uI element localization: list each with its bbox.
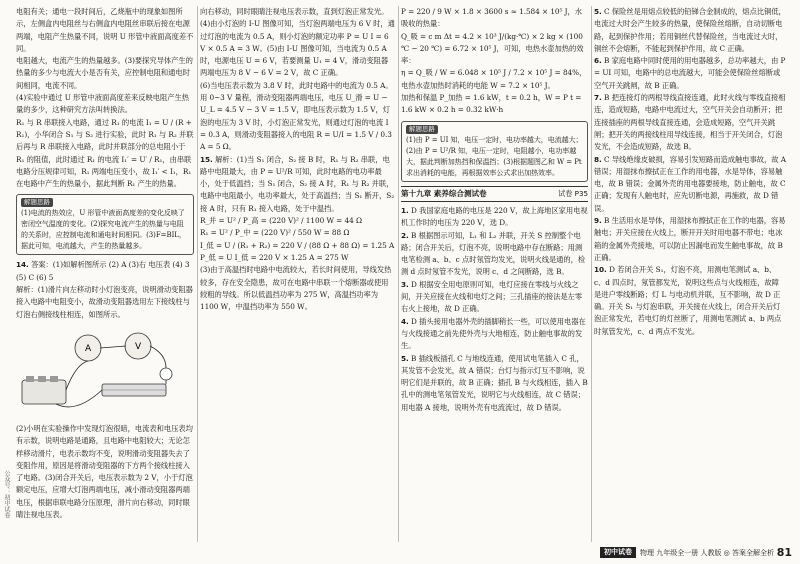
paragraph: 向右移动，同时眼睛注视电压表示数，直到灯泡正常发光。(4)由小灯泡的 I-U 图像可知，当灯泡两端电压为 6 V 时，通过灯泡的电流为 0.5 A，则小灯泡的额定功率 P = U I = 6 V × 0.5 A = 3 W。(5)由 I-U 图像可知，当电流为 0.5 A 时，电源电压 U = 6 V，若要测量 U₁ = 4 V，滑动变阻器两端电压为 8 V − 6 V = 2 V，故 C 正确。 [200,7,395,78]
solution-tip-box [16,194,194,255]
paragraph: R₁ 与 R 串联接入电路，通过 R₁ 的电流 I₁ = U / (R + R₁)，小华闭合 S₁ 与 S₂ 进行实验，此时 R₁ 与 R₂ 并联后再与 R 串联接入电路，此时并联部分的总电阻小于 R₁ 的阻值，此时通过 R₁ 的电流 I₁′ = U′ / R₁，由串联电路分压规律可知，R₁ 两端电压变小，故 I₁′ < I₁，R₁ 在电路中产生的热量小，据此判断 R₁ 产生的热量。 [16,117,194,189]
answer-text: C 导线绝缘皮破损，容易引发短路而造成触电事故，故 A 错误；用湿抹布擦拭正在工作的用电器，水是导体，容易触电，故 B 错误；金属外壳的用电器要接地，防止触电，故 C 正确；发现有人触电时，应先切断电源，再施救，故 D 错误。 [594,154,786,213]
paragraph: 电阻有关；通电一段时间后，乙烧瓶中的现象如图所示，左侧盒内电阻丝与右侧盒内电阻丝串联后接在电源两端，电阻产生热量不同，说明 U 形管中液面高度差不同。 [16,7,194,53]
formula: R₁ = U² / P_中 = (220 V)² / 550 W = 88 Ω [200,228,350,238]
question-15 [200,154,395,215]
question-number: 14. [16,260,29,270]
solution-tip-box [401,121,588,182]
answer-item [594,154,786,215]
paragraph: (4)实验中通过 U 形管中液面高度差来反映电阻产生热量的多少，这种研究方法叫转换法。 [16,93,190,115]
question-14-analysis: 解析：(1)滑片向左移动时小灯泡变亮，说明滑动变阻器接入电路中电阻变小，故滑动变阻器选用左下接线柱与灯泡右侧接线柱相连，如图所示。 [16,285,193,319]
question-number: 2. [401,230,409,240]
column-4 [594,6,786,338]
formula: P = 220 / 9 W × 1.8 × 3600 s ≈ 1.584 × 10⁵ J，水吸收的热量： [401,7,583,29]
tip-title: 解题思路 [21,198,53,207]
svg-text:V: V [134,341,142,352]
answer-text: B 插线板插孔 C 与地线连通，使用试电笔插入 C 孔，其发管不会发光，故 A 错误；台灯与指示灯互不影响，说明它们是并联的，故 B 正确；插孔 B 与火线相连，插入 B 孔中的测电笔氖管发光，说明它与火线相连，故 C 错误；用电器 A 接地，说明外壳有电流流过，故 D 错误。 [401,353,588,412]
question-number: 3. [401,279,409,289]
answer-text: D 我国家庭电路的电压是 220 V，故上海地区家用电视机工作时的电压为 220 V，选 D。 [401,205,588,228]
formula: P_低 = U I_低 = 220 V × 1.25 A = 275 W [200,252,349,262]
answer-text: B 生活用水是导体，用湿抹布擦拭正在工作的电器，容易触电；开关应接在火线上，断开开关时用电器不带电；电冰箱的金属外壳接地，可以防止因漏电而发生触电事故，故 B 正确。 [594,216,786,262]
tip-text: (1)电流的热效应，U 形管中液面高度差的变化反映了密闭空气温度的变化。(2)探究电流产生的热量与电阻的关系时，应控制电流和通电时间相同。(3)F=BIL，据此可知，电流越大，产生的热量越多。 [21,209,186,251]
formula: Q_吸 = c m Δt = 4.2 × 10³ J/(kg·℃) × 2 kg × (100 ℃ − 20 ℃) = 6.72 × 10⁵ J，可知，电热水壶加热的效率： [401,31,584,66]
section-title: 第十九章 素养综合测试卷 [401,188,487,198]
question-14-answer [16,259,194,284]
section-page-ref: 试卷 P35 [558,188,588,198]
analysis-text: 解析：(1)当 S₁ 闭合，S₂ 接 B 时，R₁ 与 R₂ 串联，电路中电阻最大，由 P = U²/R 可知，此时电路的电功率最小，处于低温挡；当 S₁ 闭合，S₂ 接 A 时，R₁ 与 R₂ 并联，电路中电阻最小，电功率最大，处于高温挡；当 S₁ 断开，S₂ 接 A 时，只有 R₁ 接入电路，处于中温挡。 [200,154,395,213]
answer-text: D 根据安全用电原则可知，电灯应接在零线与火线之间，开关应接在火线和电灯之间；三孔插座的接法是左零右火上接地，故 D 正确。 [401,279,583,314]
answer-item [401,230,588,279]
question-number: 15. [200,154,213,164]
answer-item [401,353,588,414]
answer-item [401,316,588,353]
answer-text: 答案：(1)如解析图所示 (2) A (3)右 电压表 (4) 3 (5) C (6) 5 [16,260,190,282]
page-footer [600,545,792,560]
question-14-continued: (2)小明在实验操作中发现灯泡很暗，电流表和电压表均有示数，说明电路是通路，且电路中电阻较大；无论怎样移动滑片，电表示数均不变，说明滑动变阻器失去了变阻作用，原因是将滑动变阻器的下方两个接线柱接入了电路。(3)闭合开关后，电压表示数为 2 V，小于灯泡额定电压，应增大灯泡两端电压，减小滑动变阻器两端电压，根据串联电路分压原理，滑片向右移动，同时眼睛注视电压表。 [16,423,193,520]
column-divider [398,6,399,542]
formula: η = Q_吸 / W = 6.048 × 10⁵ J / 7.2 × 10⁵ J = 84%，电热水壶加热时消耗的电能 W = 7.2 × 10⁵ J。 [401,68,587,90]
paragraph: (3)由于高温挡时电路中电流较大，若长时间使用，导线发热较多，存在安全隐患，故可在电路中串联一个熔断器或使用较粗的导线。所以低温挡功率为 275 W，高温挡功率为 1100 W，中温挡功率为 550 W。 [200,265,392,312]
question-number: 5. [594,7,602,16]
answer-text: B 把连接灯的两根导线直接连通，此时火线与零线直接相连，造成短路，电路中电流过大，空气开关会自动断开；把连接插座的两根导线直接连通，会造成短路，空气开关跳闸；把开关的两接线柱用导线连接，相当于开关闭合，灯泡发光，不会造成短路，故选 B。 [594,93,786,152]
question-number: 8. [594,154,602,164]
paragraph: 电阻越大，电流产生的热量越多。(3)要探究导体产生的热量的多少与电流大小是否有关，应控制电阻和通电时间相同，电流不同。 [16,56,193,90]
column-divider [197,6,198,542]
question-number: 9. [594,216,602,226]
answer-item [594,215,786,264]
page-number: 81 [776,546,792,559]
question-number: 10. [594,265,607,275]
column-1 [16,6,194,521]
answer-text: C 保险丝是用熔点较低的铅锑合金制成的，熔点比铜低，电流过大时会产生较多的热量，使保险丝熔断，自动切断电路，起到保护作用；若用铜丝代替保险丝，当电流过大时，铜丝不会熔断，不能起到保护作用，故 C 正确。 [594,7,786,53]
question-number: 1. [401,205,409,215]
question-number: 7. [594,93,602,103]
question-number: 5. [401,353,409,363]
question-number: 4. [401,316,409,326]
circuit-figure [16,324,194,420]
formula: R_并 = U² / P_高 = (220 V)² / 1100 W = 44 Ω [200,216,362,226]
answer-text: D 若闭合开关 S₁，灯泡不亮，用测电笔测试 a、b、c、d 四点时，氖管都发光，说明这些点与火线相连，故障是进户零线断路；灯 L 与电动机并联，互不影响，故 D 正确。开关 S₁ 与灯泡串联，开关接在火线上，闭合开关后灯泡正常发光，若电灯的灯丝断了，用测电笔测试 a、b 两点时氖管发光，c、d 两点不发光。 [594,265,782,336]
footer-text: 物理 九年级全一册 人教版 ◎ 答案全解全析 [640,548,775,557]
footer-badge: 初中试卷 [600,547,636,558]
column-3 [401,6,588,414]
circuit-diagram-icon [16,324,186,420]
answer-item [594,264,786,338]
section-header [401,186,588,202]
formula: 加热和保温 P_加热 = 1.6 kW，t = 0.2 h，W = P t = 1.6 kW × 0.2 h = 0.32 kW·h [401,93,582,115]
answer-item [401,205,588,230]
answer-item [594,6,786,55]
question-number: 6. [594,56,602,66]
answer-text: B 根据图示可知，L₁ 和 L₂ 并联，开关 S 控制整个电路；闭合开关后，灯泡不亮，说明电路中存在断路；用测电笔检测 a、b、c 点时氖管均发光，说明火线是通的，检测 d 点时氖管不发光，说明 c、d 之间断路，选 B。 [401,230,586,277]
side-watermark: 公众号：初中试卷 [3,470,10,518]
answer-item [594,55,786,92]
column-2 [200,6,395,313]
svg-text:A: A [84,343,92,354]
column-divider [591,6,592,542]
answer-text: B 家庭电路中同时使用的用电器越多，总功率越大，由 P = UI 可知，电路中的总电流越大，可能会使保险丝熔断或空气开关跳闸，故 B 正确。 [594,56,786,90]
answer-item [594,92,786,153]
tip-title: 解题思路 [406,125,438,134]
formula: I_低 = U / (R₁ + R₂) = 220 V / (88 Ω + 88 Ω) = 1.25 A [200,240,395,250]
tip-text: (1)由 P = UI 知，电压一定时，电功率越大，电流越大；(2)由 P = U²/R 知，电压一定时，电阻越小，电功率越大，据此判断加热挡和保温挡；(3)根据题图乙和 W = Pt 求出消耗的电能，再根据效率公式求出加热效率。 [406,135,583,177]
answer-text: D 插头接用电器外壳的插脚稍长一些，可以使用电器在与火线接通之前先使外壳与大地相连，防止触电事故的发生。 [401,316,586,351]
paragraph: (6)当电压表示数为 3.8 V 时，此时电路中的电流为 0.5 A。用 0~3 V 量程，滑动变阻器两端电压，电压 U_滑 = U − U_L = 4.5 V − 3 V = 1.5 V，即电压表示数为 1.5 V，灯泡的电压为 3 V 时，小灯泡正常发光，则通过灯泡的电流 I = 0.3 A，则滑动变阻器接入的电阻 R = U/I = 1.5 V / 0.3 A = 5 Ω。 [200,80,393,152]
answer-item [401,279,588,316]
